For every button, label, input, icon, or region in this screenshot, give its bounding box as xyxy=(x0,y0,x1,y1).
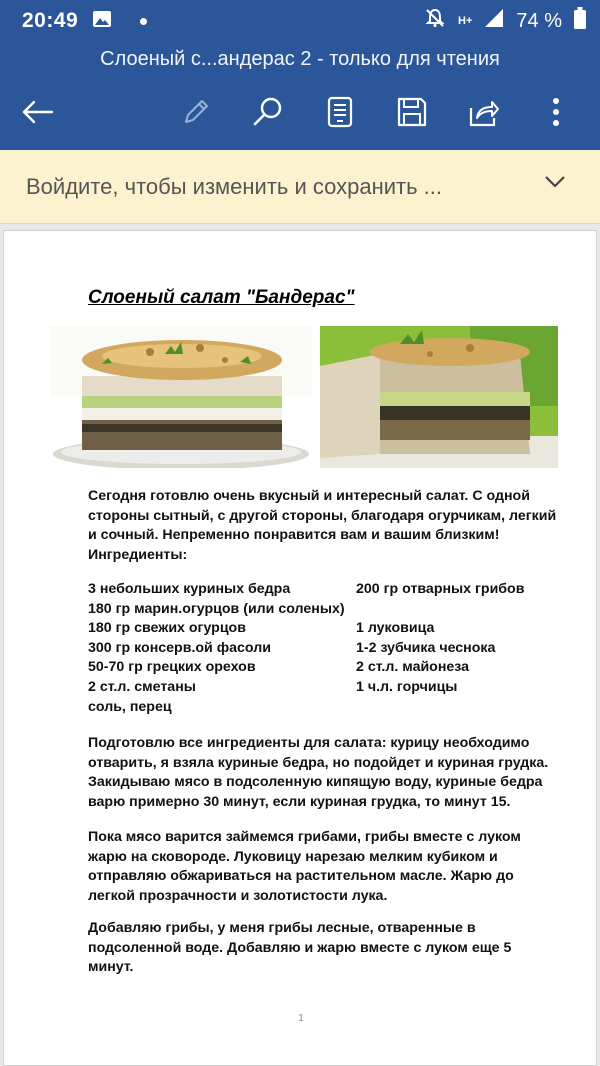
ingredient-left: 50-70 гр грецких орехов xyxy=(88,659,256,676)
ingredient-right: 1-2 зубчика чеснока xyxy=(356,639,496,656)
ingredient-right: 1 луковица xyxy=(356,620,435,637)
app-bar xyxy=(0,42,600,150)
ingredient-left: 3 небольших куриных бедра xyxy=(88,581,291,597)
ingredient-row xyxy=(88,639,558,659)
page-number: 1 xyxy=(298,1013,304,1024)
ingredient-left: 2 ст.л. сметаны xyxy=(88,678,196,695)
save-icon[interactable] xyxy=(390,90,434,134)
reading-view-icon[interactable] xyxy=(318,90,362,134)
signin-banner-text: Войдите, чтобы изменить и сохранить ... xyxy=(26,173,443,199)
document-canvas[interactable] xyxy=(0,224,600,1066)
share-icon[interactable] xyxy=(462,90,506,134)
paragraph-prep: Подготовлю все ингредиенты для салата: курицу необходимо отварить, я взяла куриные бедра, но подойдет и куриная грудка. Закидываю мясо в подсоленную кипящую воду, куриные бедра варю примерно 30 минут, если куриная грудка, то минут 15. xyxy=(88,735,549,810)
ingredient-row xyxy=(88,580,558,600)
chevron-down-icon[interactable] xyxy=(544,175,566,194)
signin-banner[interactable] xyxy=(0,150,600,224)
toolbar xyxy=(0,90,600,134)
ingredient-right: 200 гр отварных грибов xyxy=(356,581,525,597)
network-type: H+ xyxy=(458,14,473,27)
gallery-notification-icon xyxy=(92,9,112,34)
signal-icon xyxy=(484,8,504,34)
more-icon[interactable] xyxy=(534,90,578,134)
ingredient-row xyxy=(88,600,558,620)
paragraph-add-mushrooms: Добавляю грибы, у меня грибы лесные, отваренные в подсоленной воде. Добавляю и жарю вместе с луком еще 5 минут. xyxy=(88,920,512,976)
salad-photo-slice xyxy=(320,326,558,468)
ingredient-row xyxy=(88,619,558,639)
search-icon[interactable] xyxy=(246,90,290,134)
ingredient-right: 2 ст.л. майонеза xyxy=(356,659,470,676)
battery-icon xyxy=(574,7,586,35)
status-bar xyxy=(0,0,600,42)
ingredient-row xyxy=(88,698,558,718)
paragraph-mushrooms: Пока мясо варится займемся грибами, грибы вместе с луком жарю на сковороде. Луковицу нарезаю мелким кубиком и отправляю обжариваться на растительном масле. Жарю до легкой прозрачности и золотистости лука. xyxy=(88,829,521,904)
back-arrow-icon[interactable] xyxy=(16,90,60,134)
notification-dot-icon xyxy=(140,18,147,25)
battery-level: 74 % xyxy=(516,9,562,32)
status-time: 20:49 xyxy=(22,9,79,32)
recipe-heading: Слоеный салат "Бандерас" xyxy=(88,287,355,308)
mute-bell-icon xyxy=(424,7,446,35)
ingredients-list xyxy=(88,580,558,717)
document-title: Слоеный с...андерас 2 - только для чтения xyxy=(100,48,500,70)
salad-photo-front xyxy=(50,326,312,468)
edit-pencil-icon[interactable] xyxy=(174,90,218,134)
ingredient-left: 180 гр свежих огурцов xyxy=(88,620,246,637)
ingredients-label: Ингредиенты: xyxy=(88,547,188,563)
ingredient-right: 1 ч.л. горчицы xyxy=(356,678,458,695)
intro-paragraph: Сегодня готовлю очень вкусный и интересный салат. С одной стороны сытный, с другой стороны, благодаря огурчикам, легкий и сочный. Непременно понравится вам и вашим близким! xyxy=(88,488,557,544)
ingredient-row xyxy=(88,678,558,698)
ingredient-left: 180 гр марин.огурцов (или соленых) xyxy=(88,600,345,617)
ingredient-left: 300 гр консерв.ой фасоли xyxy=(88,639,271,656)
ingredient-left: соль, перец xyxy=(88,698,172,715)
document-page[interactable] xyxy=(3,230,597,1066)
ingredient-row xyxy=(88,658,558,678)
